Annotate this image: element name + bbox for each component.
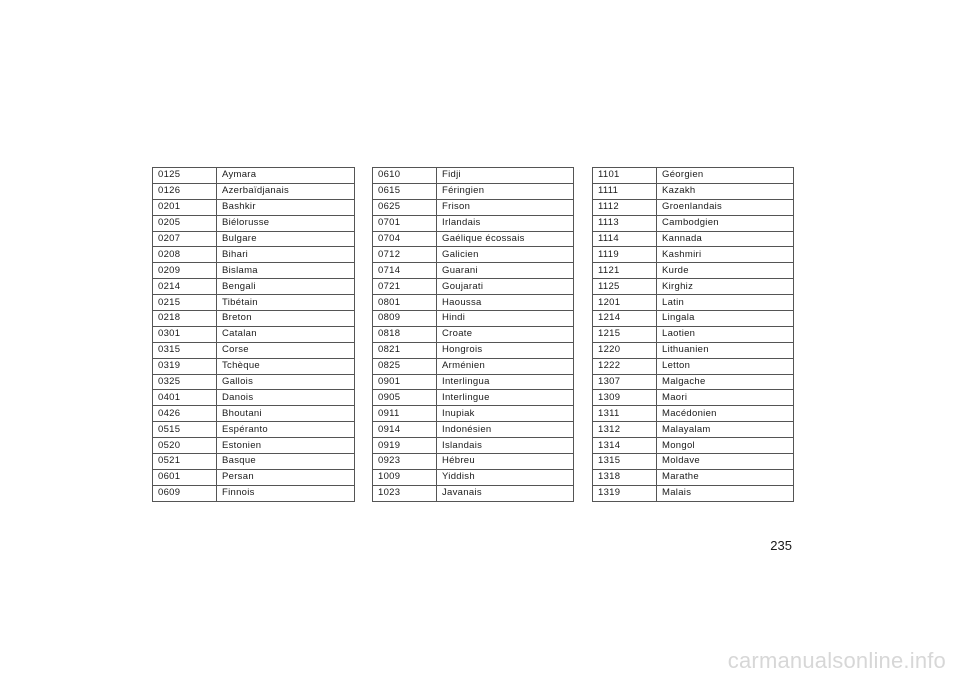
language-name-cell: Guarani (437, 263, 574, 279)
language-code-cell: 1215 (593, 326, 657, 342)
language-code-cell: 0426 (153, 406, 217, 422)
language-name-cell: Croate (437, 326, 574, 342)
language-name-cell: Géorgien (657, 168, 794, 184)
language-code-cell: 0126 (153, 183, 217, 199)
table-row (593, 390, 794, 406)
language-name-cell: Indonésien (437, 422, 574, 438)
language-name-cell: Cambodgien (657, 215, 794, 231)
table-row (153, 358, 355, 374)
table-row (593, 279, 794, 295)
language-name-cell: Bhoutani (217, 406, 355, 422)
language-code-cell: 0521 (153, 454, 217, 470)
language-name-cell: Hongrois (437, 342, 574, 358)
language-code-cell: 0401 (153, 390, 217, 406)
language-name-cell: Bislama (217, 263, 355, 279)
language-code-cell: 0714 (373, 263, 437, 279)
language-code-cell: 0125 (153, 168, 217, 184)
table-row (153, 374, 355, 390)
language-name-cell: Lithuanien (657, 342, 794, 358)
language-name-cell: Kurde (657, 263, 794, 279)
language-code-cell: 1119 (593, 247, 657, 263)
language-name-cell: Basque (217, 454, 355, 470)
table-row (373, 231, 574, 247)
language-code-cell: 0209 (153, 263, 217, 279)
language-code-cell: 0914 (373, 422, 437, 438)
language-code-cell: 1009 (373, 469, 437, 485)
language-code-cell: 0601 (153, 469, 217, 485)
language-code-cell: 0319 (153, 358, 217, 374)
table-row (593, 342, 794, 358)
table-row (153, 215, 355, 231)
table-row (153, 326, 355, 342)
table-row (373, 454, 574, 470)
table-row (373, 199, 574, 215)
language-code-cell: 0609 (153, 485, 217, 501)
table-row (593, 358, 794, 374)
table-row (373, 485, 574, 501)
table-row (373, 311, 574, 327)
language-code-cell: 0520 (153, 438, 217, 454)
table-row (153, 422, 355, 438)
table-row (153, 342, 355, 358)
language-code-cell: 0515 (153, 422, 217, 438)
language-name-cell: Tchèque (217, 358, 355, 374)
language-name-cell: Groenlandais (657, 199, 794, 215)
language-name-cell: Laotien (657, 326, 794, 342)
table-row (373, 263, 574, 279)
language-code-cell: 0208 (153, 247, 217, 263)
language-code-cell: 0215 (153, 295, 217, 311)
language-name-cell: Goujarati (437, 279, 574, 295)
language-code-cell: 1309 (593, 390, 657, 406)
table-row (153, 469, 355, 485)
table-row (153, 295, 355, 311)
table-row (153, 406, 355, 422)
language-code-cell: 1315 (593, 454, 657, 470)
language-name-cell: Lingala (657, 311, 794, 327)
language-name-cell: Bashkir (217, 199, 355, 215)
language-name-cell: Malais (657, 485, 794, 501)
table-row (593, 215, 794, 231)
language-code-cell: 1101 (593, 168, 657, 184)
table-row (153, 438, 355, 454)
table-row (153, 279, 355, 295)
language-code-cell: 0315 (153, 342, 217, 358)
language-code-cell: 0801 (373, 295, 437, 311)
language-name-cell: Frison (437, 199, 574, 215)
table-row (593, 438, 794, 454)
language-name-cell: Kashmiri (657, 247, 794, 263)
table-row (593, 199, 794, 215)
table-row (593, 454, 794, 470)
language-code-cell: 1214 (593, 311, 657, 327)
language-code-cell: 0712 (373, 247, 437, 263)
language-name-cell: Malgache (657, 374, 794, 390)
table-row (593, 168, 794, 184)
table-row (373, 374, 574, 390)
language-name-cell: Mongol (657, 438, 794, 454)
language-name-cell: Fidji (437, 168, 574, 184)
language-code-cell: 0207 (153, 231, 217, 247)
table-row (373, 215, 574, 231)
language-code-cell: 0818 (373, 326, 437, 342)
language-code-cell: 0214 (153, 279, 217, 295)
language-code-cell: 0825 (373, 358, 437, 374)
language-code-cell: 0905 (373, 390, 437, 406)
table-row (593, 231, 794, 247)
language-code-cell: 1222 (593, 358, 657, 374)
language-name-cell: Gaélique écossais (437, 231, 574, 247)
table-row (373, 406, 574, 422)
page-number: 235 (770, 538, 792, 553)
language-name-cell: Tibétain (217, 295, 355, 311)
language-name-cell: Latin (657, 295, 794, 311)
table-row (593, 406, 794, 422)
language-code-cell: 1312 (593, 422, 657, 438)
language-code-cell: 0610 (373, 168, 437, 184)
language-name-cell: Yiddish (437, 469, 574, 485)
table-row (153, 485, 355, 501)
table-row (373, 342, 574, 358)
table-row (373, 390, 574, 406)
language-code-cell: 1314 (593, 438, 657, 454)
table-row (373, 438, 574, 454)
language-name-cell: Espéranto (217, 422, 355, 438)
language-name-cell: Macédonien (657, 406, 794, 422)
language-name-cell: Danois (217, 390, 355, 406)
language-code-table-1 (152, 167, 355, 502)
table-row (153, 390, 355, 406)
table-row (593, 295, 794, 311)
language-code-cell: 0625 (373, 199, 437, 215)
language-name-cell: Hindi (437, 311, 574, 327)
language-name-cell: Estonien (217, 438, 355, 454)
language-name-cell: Corse (217, 342, 355, 358)
language-name-cell: Haoussa (437, 295, 574, 311)
table-row (153, 454, 355, 470)
language-code-cell: 0923 (373, 454, 437, 470)
language-code-cell: 0911 (373, 406, 437, 422)
table-row (593, 326, 794, 342)
language-name-cell: Aymara (217, 168, 355, 184)
table-row (593, 183, 794, 199)
language-name-cell: Kirghiz (657, 279, 794, 295)
table-row (593, 263, 794, 279)
language-code-cell: 1319 (593, 485, 657, 501)
language-code-cell: 0325 (153, 374, 217, 390)
language-name-cell: Biélorusse (217, 215, 355, 231)
table-row (373, 422, 574, 438)
table-row (373, 469, 574, 485)
table-row (153, 168, 355, 184)
language-name-cell: Azerbaïdjanais (217, 183, 355, 199)
table-row (153, 199, 355, 215)
language-code-cell: 1125 (593, 279, 657, 295)
table-row (593, 485, 794, 501)
language-code-cell: 0919 (373, 438, 437, 454)
table-row (373, 279, 574, 295)
language-code-cell: 1307 (593, 374, 657, 390)
language-code-cell: 0301 (153, 326, 217, 342)
language-code-cell: 0809 (373, 311, 437, 327)
language-code-cell: 1220 (593, 342, 657, 358)
language-code-cell: 1113 (593, 215, 657, 231)
table-row (373, 326, 574, 342)
language-name-cell: Breton (217, 311, 355, 327)
language-name-cell: Kazakh (657, 183, 794, 199)
table-row (593, 311, 794, 327)
language-name-cell: Letton (657, 358, 794, 374)
language-name-cell: Malayalam (657, 422, 794, 438)
language-name-cell: Gallois (217, 374, 355, 390)
language-code-cell: 0701 (373, 215, 437, 231)
table-row (373, 247, 574, 263)
table-row (153, 263, 355, 279)
language-code-cell: 1112 (593, 199, 657, 215)
language-code-table-2 (372, 167, 574, 502)
language-name-cell: Galicien (437, 247, 574, 263)
language-code-cell: 0218 (153, 311, 217, 327)
table-row (593, 374, 794, 390)
language-code-cell: 0821 (373, 342, 437, 358)
language-name-cell: Féringien (437, 183, 574, 199)
language-code-cell: 0704 (373, 231, 437, 247)
language-code-cell: 0721 (373, 279, 437, 295)
language-code-cell: 1023 (373, 485, 437, 501)
table-row (593, 247, 794, 263)
language-code-cell: 0901 (373, 374, 437, 390)
table-row (153, 247, 355, 263)
language-name-cell: Marathe (657, 469, 794, 485)
language-name-cell: Finnois (217, 485, 355, 501)
language-code-cell: 1311 (593, 406, 657, 422)
table-row (593, 422, 794, 438)
table-row (373, 358, 574, 374)
table-row (153, 231, 355, 247)
language-name-cell: Islandais (437, 438, 574, 454)
language-code-cell: 1114 (593, 231, 657, 247)
language-name-cell: Bulgare (217, 231, 355, 247)
language-name-cell: Kannada (657, 231, 794, 247)
watermark-text: carmanualsonline.info (727, 648, 946, 673)
table-row (153, 183, 355, 199)
language-name-cell: Maori (657, 390, 794, 406)
language-name-cell: Hébreu (437, 454, 574, 470)
language-name-cell: Moldave (657, 454, 794, 470)
language-name-cell: Interlingua (437, 374, 574, 390)
language-name-cell: Bengali (217, 279, 355, 295)
language-code-cell: 1201 (593, 295, 657, 311)
language-name-cell: Javanais (437, 485, 574, 501)
table-row (153, 311, 355, 327)
language-name-cell: Arménien (437, 358, 574, 374)
language-code-cell: 0615 (373, 183, 437, 199)
language-name-cell: Irlandais (437, 215, 574, 231)
language-code-cell: 0205 (153, 215, 217, 231)
language-code-cell: 1318 (593, 469, 657, 485)
language-name-cell: Catalan (217, 326, 355, 342)
language-code-cell: 0201 (153, 199, 217, 215)
language-name-cell: Persan (217, 469, 355, 485)
language-code-cell: 1111 (593, 183, 657, 199)
table-row (373, 295, 574, 311)
language-name-cell: Inupiak (437, 406, 574, 422)
language-name-cell: Bihari (217, 247, 355, 263)
table-row (593, 469, 794, 485)
table-row (373, 183, 574, 199)
language-code-cell: 1121 (593, 263, 657, 279)
language-code-table-3 (592, 167, 794, 502)
language-name-cell: Interlingue (437, 390, 574, 406)
table-row (373, 168, 574, 184)
